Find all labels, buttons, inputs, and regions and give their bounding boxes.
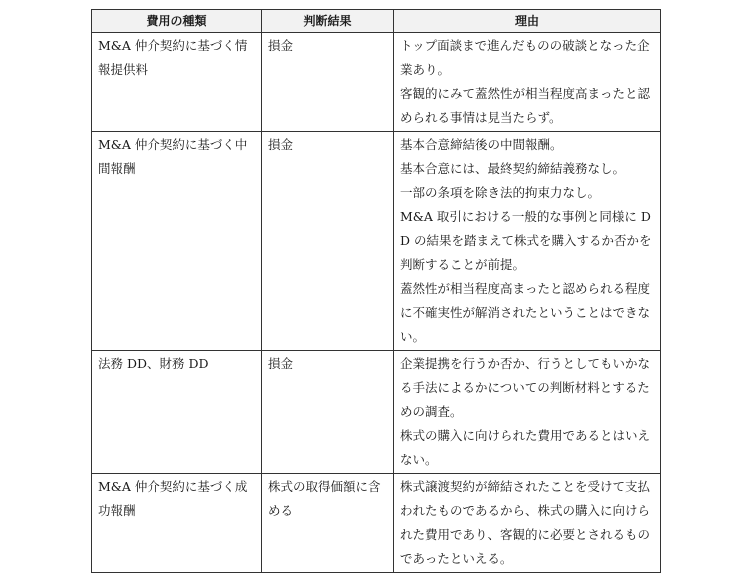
reason-cell (394, 132, 661, 351)
judgment-result-cell: 株式の取得価額に含める (262, 474, 394, 573)
table-header-row (92, 10, 661, 33)
reason-line: 株式の購入に向けられた費用であるとはいえない。 (400, 428, 651, 467)
table-row (92, 351, 661, 474)
reason-cell (394, 351, 661, 474)
cost-type-cell: M&A 仲介契約に基づく中間報酬 (92, 132, 262, 351)
cost-judgment-table (91, 9, 661, 573)
reason-cell (394, 474, 661, 573)
reason-line: 基本合意締結後の中間報酬。 (400, 137, 563, 152)
header-cost-type: 費用の種類 (92, 10, 262, 33)
reason-line: 客観的にみて蓋然性が相当程度高まったと認められる事情は見当たらず。 (400, 86, 651, 125)
table-row (92, 33, 661, 132)
reason-line: 株式譲渡契約が締結されたことを受けて支払われたものであるから、株式の購入に向けられた費用であり、客観的に必要とされるものであったといえる。 (400, 479, 651, 566)
reason-line: トップ面談まで進んだものの破談となった企業あり。 (400, 38, 650, 77)
reason-cell (394, 33, 661, 132)
table-row (92, 474, 661, 573)
reason-line: 企業提携を行うか否か、行うとしてもいかなる手法によるかについての判断材料とするための調査。 (400, 356, 651, 419)
cost-type-cell: M&A 仲介契約に基づく成功報酬 (92, 474, 262, 573)
cost-type-cell: 法務 DD、財務 DD (92, 351, 262, 474)
header-judgment-result: 判断結果 (262, 10, 394, 33)
cost-type-cell: M&A 仲介契約に基づく情報提供料 (92, 33, 262, 132)
header-reason: 理由 (394, 10, 661, 33)
reason-line: 蓋然性が相当程度高まったと認められる程度に不確実性が解消されたということはできない。 (400, 281, 651, 344)
judgment-result-cell: 損金 (262, 351, 394, 474)
reason-line: 一部の条項を除き法的拘束力なし。 (400, 185, 601, 200)
table-row (92, 132, 661, 351)
reason-line: M&A 取引における一般的な事例と同様に DD の結果を踏まえて株式を購入するか否かを判断することが前提。 (400, 209, 652, 272)
judgment-result-cell: 損金 (262, 33, 394, 132)
reason-line: 基本合意には、最終契約締結義務なし。 (400, 161, 626, 176)
judgment-result-cell: 損金 (262, 132, 394, 351)
